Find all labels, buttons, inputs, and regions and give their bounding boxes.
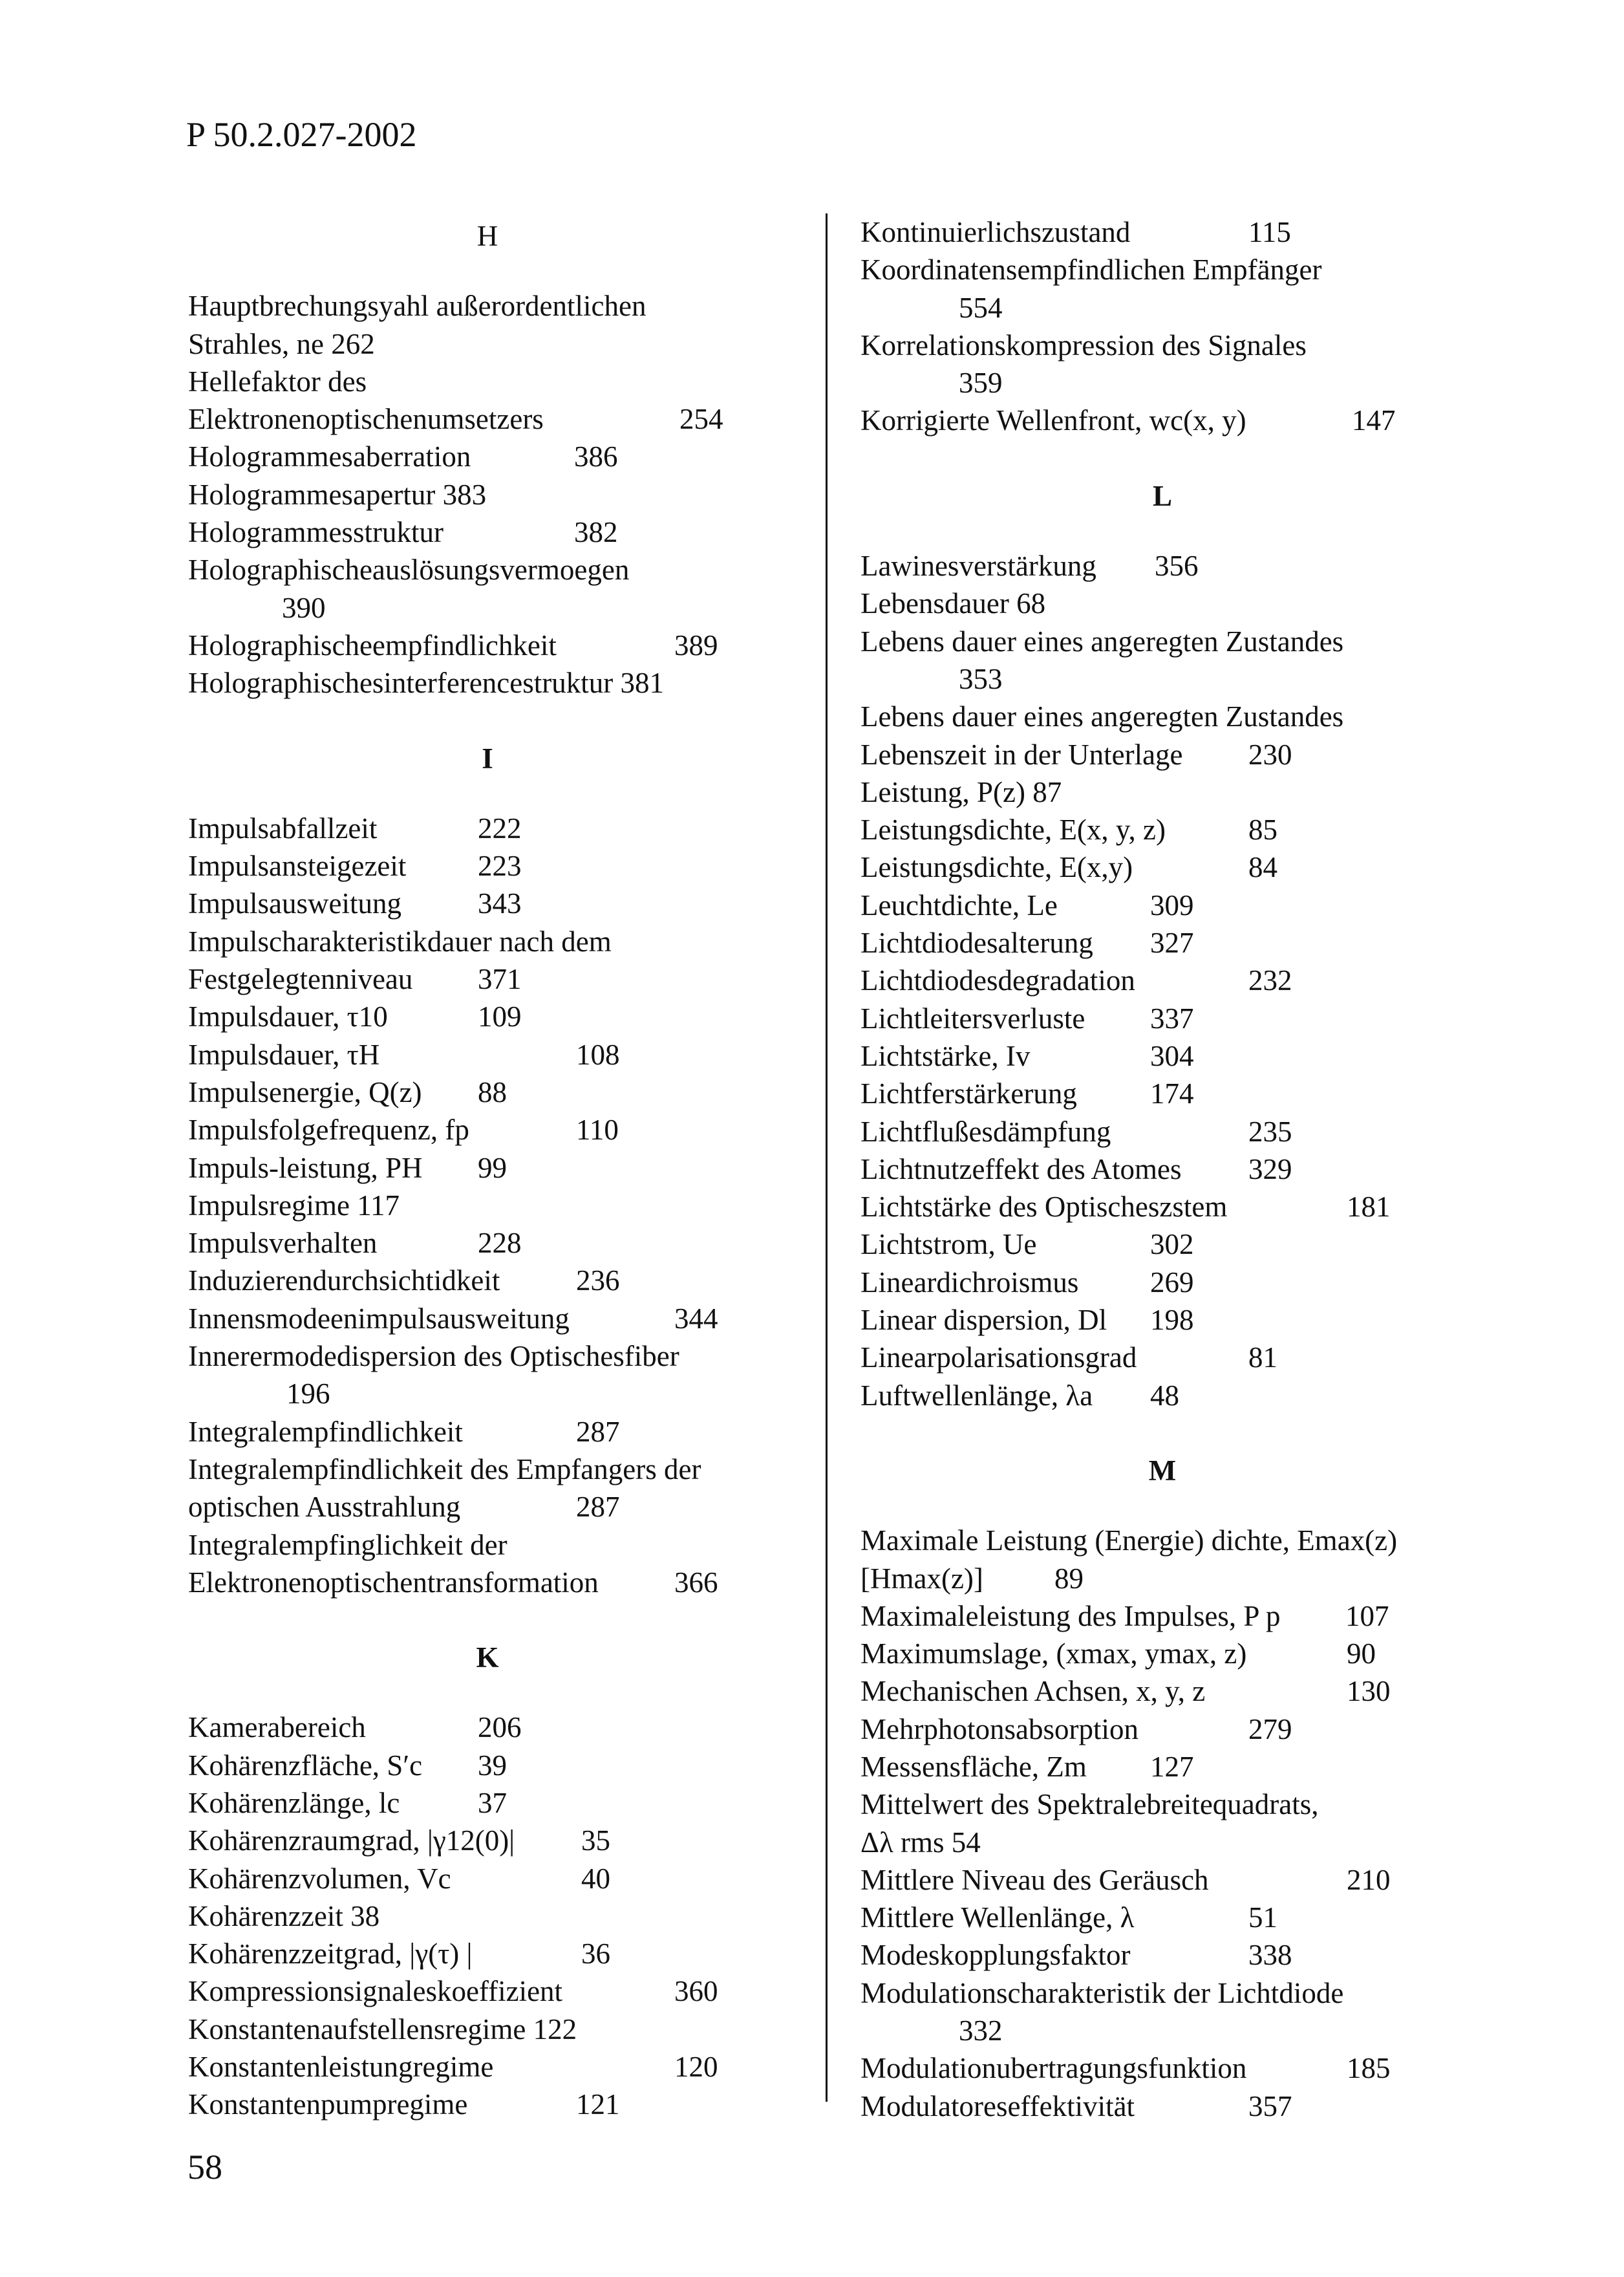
entry-term: Lichtstärke des Optischeszstem	[860, 1191, 1228, 1224]
index-entry	[188, 1747, 787, 1784]
entry-term: 196	[286, 1377, 330, 1410]
entry-term: Holographischeempfindlichkeit	[188, 629, 557, 662]
index-entry	[860, 1974, 1464, 2012]
index-entry	[860, 1113, 1464, 1150]
index-entry	[860, 924, 1464, 962]
index-entry	[860, 811, 1464, 848]
index-entry	[188, 589, 787, 627]
section-heading-k: K	[476, 1641, 499, 1674]
index-entry	[188, 2011, 787, 2048]
entry-term: 353	[959, 662, 1003, 695]
entry-page: 360	[674, 1975, 718, 2008]
index-entry	[860, 1824, 1464, 1861]
entry-term: Luftwellenlänge, λa	[860, 1379, 1093, 1412]
section-heading-h: H	[476, 220, 498, 252]
entry-term: Hellefaktor des	[188, 365, 367, 398]
entry-term: Mittlere Wellenlänge, λ	[860, 1901, 1135, 1934]
index-entry	[860, 1000, 1464, 1037]
entry-term: Korrelationskompression des Signales	[860, 329, 1307, 362]
index-entry	[188, 551, 787, 588]
index-entry	[188, 885, 787, 922]
entry-term: Lichtstrom, Ue	[860, 1228, 1037, 1261]
section-k-continued-entries	[860, 213, 1464, 440]
entry-term: Impulsfolgefrequenz, fp	[188, 1114, 469, 1147]
index-entry	[860, 736, 1464, 773]
index-entry	[860, 1899, 1464, 1936]
index-entry	[188, 1262, 787, 1299]
entry-term: 332	[959, 2014, 1003, 2047]
entry-term: Festgelegtenniveau	[188, 963, 413, 996]
entry-page: 90	[1347, 1637, 1376, 1670]
entry-page: 269	[1150, 1266, 1194, 1299]
section-heading-m: M	[1148, 1454, 1177, 1487]
index-entry	[188, 1709, 787, 1746]
entry-term: Induzierendurchsichtidkeit	[188, 1264, 500, 1297]
index-entry	[860, 1225, 1464, 1263]
index-entry	[188, 1036, 787, 1074]
entry-page: 39	[478, 1749, 507, 1782]
entry-term: Kohärenzvolumen, Vc	[188, 1862, 451, 1895]
index-entry	[860, 1037, 1464, 1075]
entry-term: Lichtstärke, Iv	[860, 1039, 1031, 1072]
entry-term: Hologrammesapertur 383	[188, 478, 487, 511]
entry-term: 390	[282, 591, 326, 624]
page-number: 58	[187, 2148, 222, 2186]
entry-term: Impulsansteigezeit	[188, 850, 407, 883]
entry-page: 84	[1248, 851, 1277, 884]
index-entry	[188, 1564, 787, 1601]
entry-page: 48	[1150, 1379, 1179, 1412]
entry-page: 121	[576, 2088, 620, 2121]
entry-term: Lebens dauer eines angeregten Zustandes	[860, 700, 1344, 733]
entry-page: 304	[1150, 1039, 1194, 1072]
entry-term: optischen Ausstrahlung	[188, 1491, 461, 1524]
index-entry	[860, 1710, 1464, 1748]
index-entry	[860, 1150, 1464, 1188]
index-entry	[860, 1597, 1464, 1635]
entry-term: Leistungsdichte, E(x, y, z)	[860, 814, 1166, 847]
index-entry	[188, 1337, 787, 1375]
entry-page: 110	[576, 1114, 619, 1147]
index-entry	[860, 2049, 1464, 2087]
entry-page: 287	[576, 1491, 620, 1524]
entry-term: Modulatoreseffektivität	[860, 2089, 1135, 2122]
section-heading-l: L	[1152, 479, 1172, 512]
entry-page: 130	[1347, 1675, 1391, 1708]
entry-term: Mehrphotonsabsorption	[860, 1712, 1138, 1745]
index-entry	[860, 251, 1464, 288]
entry-term: Lebens dauer eines angeregten Zustandes	[860, 625, 1344, 658]
index-entry	[860, 1936, 1464, 1974]
index-entry	[188, 810, 787, 847]
entry-term: Messensfläche, Zm	[860, 1750, 1087, 1783]
index-entry	[860, 1377, 1464, 1414]
index-entry	[860, 623, 1464, 660]
entry-term: Impulsverhalten	[188, 1227, 378, 1260]
entry-term: Impulsabfallzeit	[188, 812, 378, 845]
index-entry	[860, 1264, 1464, 1301]
section-h-entries	[188, 287, 787, 702]
index-entry	[860, 1560, 1464, 1597]
entry-page: 389	[674, 629, 718, 662]
entry-term: Leistung, P(z) 87	[860, 775, 1062, 808]
entry-term: Integralempfindlichkeit des Empfangers der	[188, 1452, 701, 1485]
entry-page: 343	[478, 887, 522, 920]
entry-page: 120	[674, 2051, 718, 2084]
entry-term: Modulationscharakteristik der Lichtdiode	[860, 1976, 1344, 2009]
entry-page: 228	[478, 1227, 522, 1260]
entry-page: 40	[581, 1862, 610, 1895]
index-entry	[860, 1301, 1464, 1339]
entry-page: 337	[1150, 1002, 1194, 1035]
entry-term: Kohärenzzeitgrad, |γ(τ) |	[188, 1937, 473, 1970]
entry-term: [Hmax(z)]	[860, 1562, 983, 1595]
index-entry	[188, 2086, 787, 2123]
entry-term: Impulsausweitung	[188, 887, 401, 920]
index-entry	[188, 1413, 787, 1451]
index-entry	[188, 1897, 787, 1935]
index-entry	[188, 1860, 787, 1897]
entry-page: 198	[1150, 1304, 1194, 1337]
index-entry	[188, 476, 787, 513]
entry-page: 232	[1248, 964, 1292, 997]
entry-page: 108	[576, 1038, 620, 1071]
entry-page: 287	[576, 1415, 620, 1448]
entry-term: Lichtdiodesalterung	[860, 927, 1093, 960]
entry-term: Impulsenergie, Q(z)	[188, 1075, 422, 1108]
index-entry	[188, 1300, 787, 1337]
index-entry	[188, 627, 787, 664]
entry-term: Kohärenzlänge, lc	[188, 1786, 400, 1819]
entry-term: Konstantenpumpregime	[188, 2088, 468, 2121]
index-entry	[188, 1488, 787, 1526]
entry-term: Lichtferstärkerung	[860, 1077, 1077, 1110]
index-entry	[188, 513, 787, 551]
entry-term: Hologrammesaberration	[188, 440, 471, 473]
document-code: P 50.2.027-2002	[186, 115, 417, 154]
index-entry	[860, 585, 1464, 622]
entry-term: Konstantenleistungregime	[188, 2051, 494, 2084]
entry-page: 99	[478, 1151, 507, 1184]
entry-page: 236	[576, 1264, 620, 1297]
entry-term: Integralempfinglichkeit der	[188, 1528, 508, 1561]
index-entry	[188, 1074, 787, 1111]
entry-term: Strahles, ne 262	[188, 327, 375, 360]
entry-term: Lichtflußesdämpfung	[860, 1115, 1111, 1148]
entry-term: Impulsdauer, τ10	[188, 1000, 388, 1033]
entry-term: Hauptbrechungsyahl außerordentlichen	[188, 290, 646, 323]
entry-page: 81	[1248, 1341, 1277, 1374]
index-entry	[860, 660, 1464, 698]
entry-term: Elektronenoptischentransformation	[188, 1566, 599, 1599]
entry-term: Lawinesverstärkung	[860, 550, 1096, 583]
index-entry	[188, 1187, 787, 1224]
entry-term: Korrigierte Wellenfront, wc(x, y)	[860, 404, 1246, 437]
entry-term: Lineardichroismus	[860, 1266, 1079, 1299]
entry-term: Koordinatensempfindlichen Empfänger	[860, 254, 1322, 286]
entry-term: Linear dispersion, Dl	[860, 1304, 1107, 1337]
entry-page: 127	[1150, 1750, 1194, 1783]
entry-term: Modulationubertragungsfunktion	[860, 2052, 1247, 2085]
index-entry	[188, 363, 787, 400]
entry-term: Modeskopplungsfaktor	[860, 1939, 1131, 1972]
index-entry	[188, 438, 787, 475]
index-entry	[188, 664, 787, 702]
entry-page: 174	[1150, 1077, 1194, 1110]
entry-term: Kamerabereich	[188, 1711, 366, 1744]
entry-page: 344	[674, 1302, 718, 1335]
entry-page: 115	[1248, 216, 1291, 248]
entry-page: 147	[1352, 404, 1396, 437]
index-entry	[860, 327, 1464, 364]
index-entry	[188, 2048, 787, 2086]
entry-page: 254	[679, 403, 723, 436]
index-entry	[188, 1149, 787, 1187]
index-entry	[188, 287, 787, 325]
index-entry	[860, 848, 1464, 886]
index-entry	[860, 1861, 1464, 1899]
entry-page: 85	[1248, 814, 1277, 847]
index-column-left	[188, 213, 787, 2124]
index-entry	[188, 1451, 787, 1488]
index-entry	[188, 998, 787, 1035]
entry-page: 302	[1150, 1228, 1194, 1261]
entry-term: Lebenszeit in der Unterlage	[860, 738, 1183, 771]
index-entry	[860, 1748, 1464, 1786]
index-entry	[860, 1786, 1464, 1823]
entry-term: Lichtleitersverluste	[860, 1002, 1085, 1035]
index-entry	[188, 847, 787, 885]
entry-term: Innensmodeenimpulsausweitung	[188, 1302, 570, 1335]
entry-page: 338	[1248, 1939, 1292, 1972]
index-entry	[188, 400, 787, 438]
entry-term: Mittlere Niveau des Geräusch	[860, 1863, 1209, 1896]
entry-term: Holographischeauslösungsvermoegen	[188, 554, 630, 587]
entry-term: 554	[959, 291, 1003, 324]
index-entry	[860, 1672, 1464, 1710]
entry-page: 235	[1248, 1115, 1292, 1148]
entry-page: 89	[1054, 1562, 1084, 1595]
entry-term: Elektronenoptischenumsetzers	[188, 403, 544, 436]
entry-page: 35	[581, 1824, 610, 1857]
entry-term: Maximaleleistung des Impulses, P p	[860, 1599, 1281, 1632]
entry-page: 109	[478, 1000, 522, 1033]
index-entry	[188, 1111, 787, 1149]
entry-term: Konstantenaufstellensregime 122	[188, 2013, 577, 2045]
entry-term: Lichtnutzeffekt des Atomes	[860, 1152, 1182, 1185]
entry-page: 181	[1347, 1191, 1391, 1224]
entry-page: 206	[478, 1711, 522, 1744]
entry-page: 371	[478, 963, 522, 996]
index-entry	[188, 1526, 787, 1564]
index-entry	[860, 364, 1464, 402]
entry-page: 386	[574, 440, 618, 473]
section-i-entries	[188, 810, 787, 1601]
entry-page: 222	[478, 812, 522, 845]
entry-term: Kohärenzzeit 38	[188, 1899, 380, 1932]
index-entry	[188, 1224, 787, 1262]
entry-term: 359	[959, 367, 1003, 400]
entry-term: Lebensdauer 68	[860, 587, 1046, 620]
entry-term: Δλ rms 54	[860, 1826, 981, 1859]
section-k-entries	[188, 1709, 787, 2123]
section-m-entries	[860, 1522, 1464, 2125]
entry-term: Kohärenzraumgrad, |γ12(0)|	[188, 1824, 515, 1857]
section-heading-i: I	[482, 742, 493, 775]
entry-term: Impulsdauer, τH	[188, 1038, 380, 1071]
entry-term: Mittelwert des Spektralebreitequadrats,	[860, 1788, 1319, 1821]
index-entry	[188, 1375, 787, 1412]
entry-page: 51	[1248, 1901, 1277, 1934]
entry-term: Holographischesinterferencestruktur 381	[188, 667, 664, 700]
index-entry	[860, 289, 1464, 327]
entry-page: 185	[1347, 2052, 1391, 2085]
entry-term: Kompressionsignaleskoeffizient	[188, 1975, 563, 2008]
index-entry	[860, 213, 1464, 251]
entry-term: Impulscharakteristikdauer nach dem	[188, 925, 612, 958]
entry-term: Kohärenzfläche, S′c	[188, 1749, 423, 1782]
index-entry	[860, 402, 1464, 439]
index-entry	[860, 1522, 1464, 1559]
index-entry	[860, 962, 1464, 999]
column-divider	[826, 213, 828, 2102]
entry-term: Maximale Leistung (Energie) dichte, Emax(z)	[860, 1524, 1398, 1557]
entry-page: 309	[1150, 889, 1194, 922]
entry-page: 223	[478, 850, 522, 883]
entry-term: Maximumslage, (xmax, ymax, z)	[860, 1637, 1247, 1670]
entry-page: 382	[574, 516, 618, 549]
entry-page: 357	[1248, 2089, 1292, 2122]
index-entry	[188, 1822, 787, 1859]
entry-term: Hologrammesstruktur	[188, 516, 443, 549]
index-entry	[860, 1635, 1464, 1672]
index-column-right	[860, 213, 1464, 2125]
entry-term: Innerermodedispersion des Optischesfiber	[188, 1340, 679, 1373]
entry-page: 327	[1150, 927, 1194, 960]
index-entry	[860, 2088, 1464, 2125]
entry-term: Impulsregime 117	[188, 1189, 400, 1222]
index-entry	[860, 1075, 1464, 1112]
entry-term: Leistungsdichte, E(x,y)	[860, 851, 1133, 884]
index-entry	[188, 1935, 787, 1972]
entry-page: 37	[478, 1786, 507, 1819]
entry-page: 329	[1248, 1152, 1292, 1185]
index-entry	[188, 1972, 787, 2010]
entry-page: 210	[1347, 1863, 1391, 1896]
entry-term: Mechanischen Achsen, x, y, z	[860, 1675, 1206, 1708]
entry-page: 356	[1155, 550, 1199, 583]
entry-page: 279	[1248, 1712, 1292, 1745]
index-entry	[860, 547, 1464, 585]
entry-page: 36	[581, 1937, 610, 1970]
entry-term: Integralempfindlichkeit	[188, 1415, 463, 1448]
entry-page: 230	[1248, 738, 1292, 771]
entry-page: 88	[478, 1075, 507, 1108]
index-entry	[860, 773, 1464, 811]
entry-term: Leuchtdichte, Le	[860, 889, 1058, 922]
entry-page: 366	[674, 1566, 718, 1599]
index-entry	[188, 923, 787, 960]
entry-term: Kontinuierlichszustand	[860, 216, 1131, 248]
index-entry	[860, 2012, 1464, 2049]
index-entry	[860, 1188, 1464, 1225]
index-entry	[188, 1784, 787, 1822]
entry-page: 107	[1345, 1599, 1389, 1632]
section-l-entries	[860, 547, 1464, 1414]
index-entry	[188, 960, 787, 998]
index-entry	[860, 1339, 1464, 1376]
entry-term: Lichtdiodesdegradation	[860, 964, 1135, 997]
entry-term: Impuls-leistung, PH	[188, 1151, 423, 1184]
entry-term: Linearpolarisationsgrad	[860, 1341, 1137, 1374]
index-entry	[860, 887, 1464, 924]
index-entry	[188, 325, 787, 363]
index-entry	[860, 698, 1464, 735]
